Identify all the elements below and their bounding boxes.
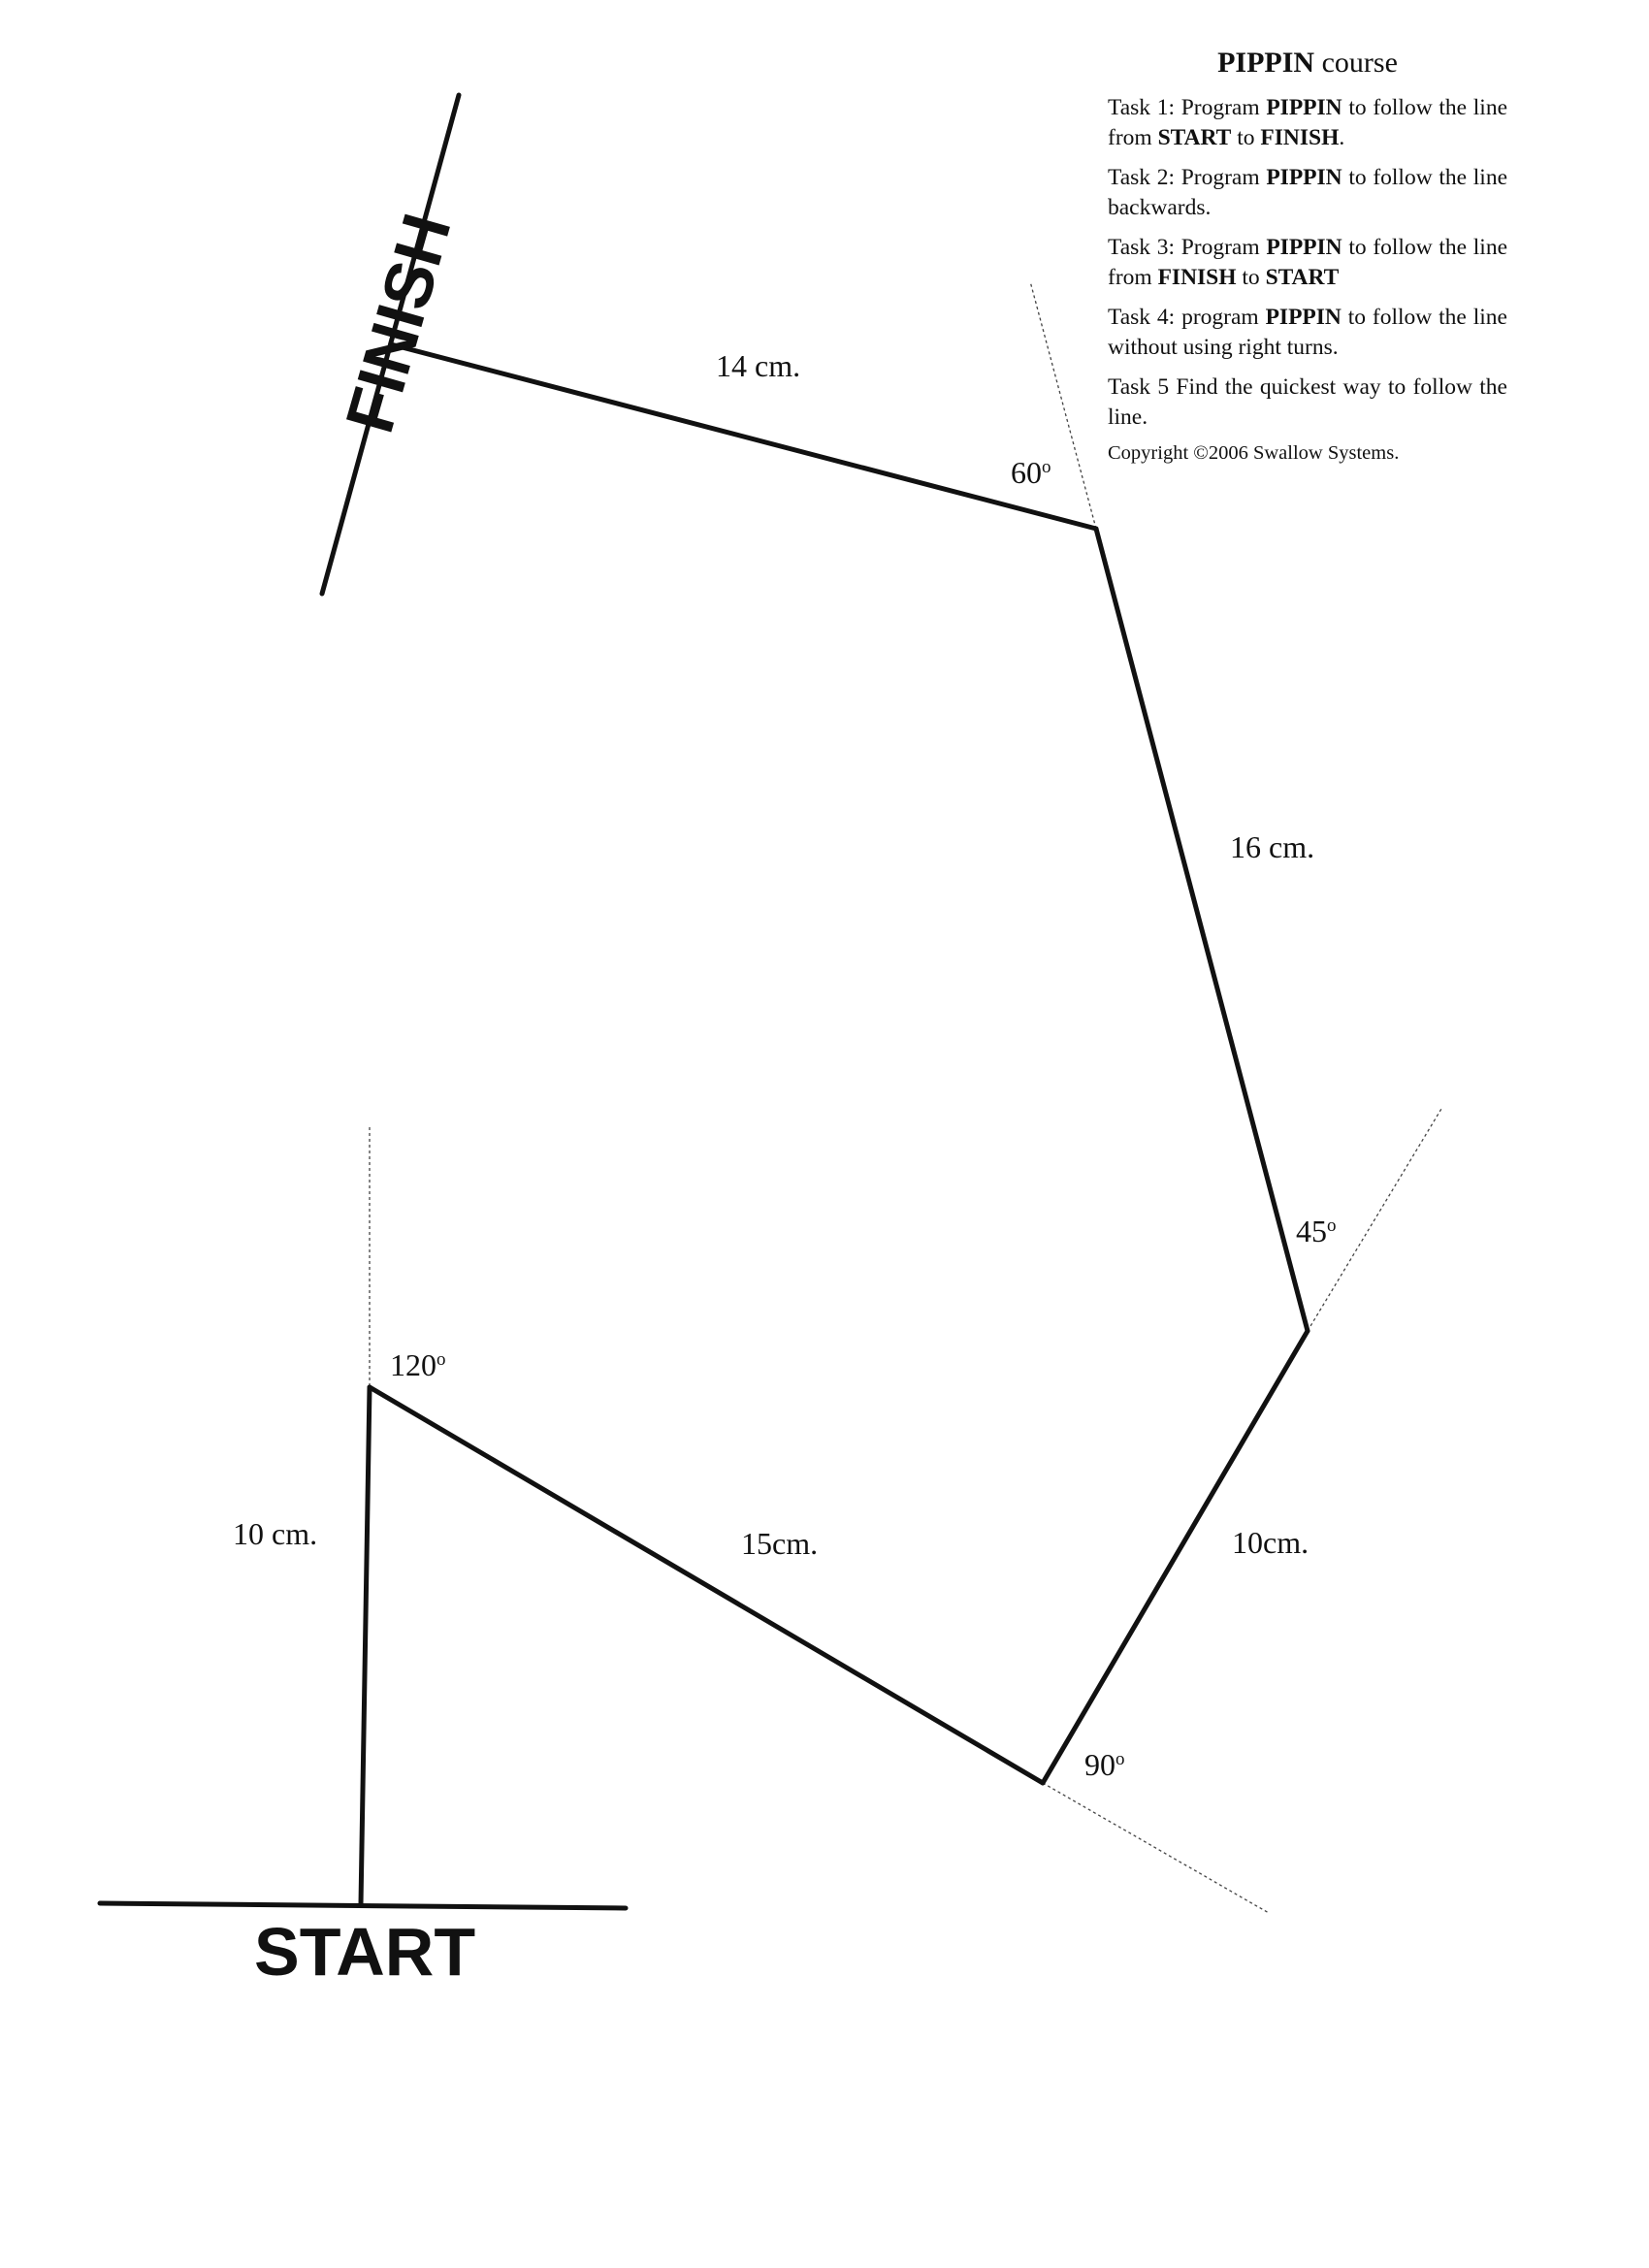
task-4: Task 4: program PIPPIN to follow the line without using right turns. xyxy=(1108,305,1507,360)
task-2: Task 2: Program PIPPIN to follow the line backwards. xyxy=(1108,165,1507,220)
task-5: Task 5 Find the quickest way to follow the line. xyxy=(1108,374,1507,430)
course-segment-4 xyxy=(1096,529,1308,1331)
angle-label-1: 120$^o$ xyxy=(390,1347,446,1382)
segment-label-3: 10cm. xyxy=(1232,1525,1310,1560)
task-1: Task 1: Program PIPPIN to follow the line from START to FINISH. xyxy=(1108,95,1507,150)
guide-line-lower-right xyxy=(1043,1783,1269,1913)
segment-label-5: 14 cm. xyxy=(716,348,801,383)
course-title: PIPPIN course xyxy=(1217,47,1398,79)
guide-line-top xyxy=(1030,281,1096,529)
segment-label-1: 10 cm. xyxy=(233,1516,318,1551)
start-label: START xyxy=(254,1914,476,1990)
task-list xyxy=(1108,93,1507,433)
instructions-panel xyxy=(1108,47,1507,465)
task-3: Task 3: Program PIPPIN to follow the line from FINISH to START xyxy=(1108,235,1507,290)
angle-label-2: 90$^o$ xyxy=(1084,1747,1125,1782)
course-segment-1 xyxy=(361,1387,370,1904)
course-segment-2 xyxy=(370,1387,1043,1783)
angle-label-4: 60$^o$ xyxy=(1011,455,1051,490)
angle-label-3: 45$^o$ xyxy=(1296,1214,1337,1248)
segment-label-2: 15cm. xyxy=(741,1526,819,1561)
segment-label-4: 16 cm. xyxy=(1230,829,1315,864)
copyright-text: Copyright ©2006 Swallow Systems. xyxy=(1108,442,1400,464)
finish-label: FINISH xyxy=(331,206,466,441)
